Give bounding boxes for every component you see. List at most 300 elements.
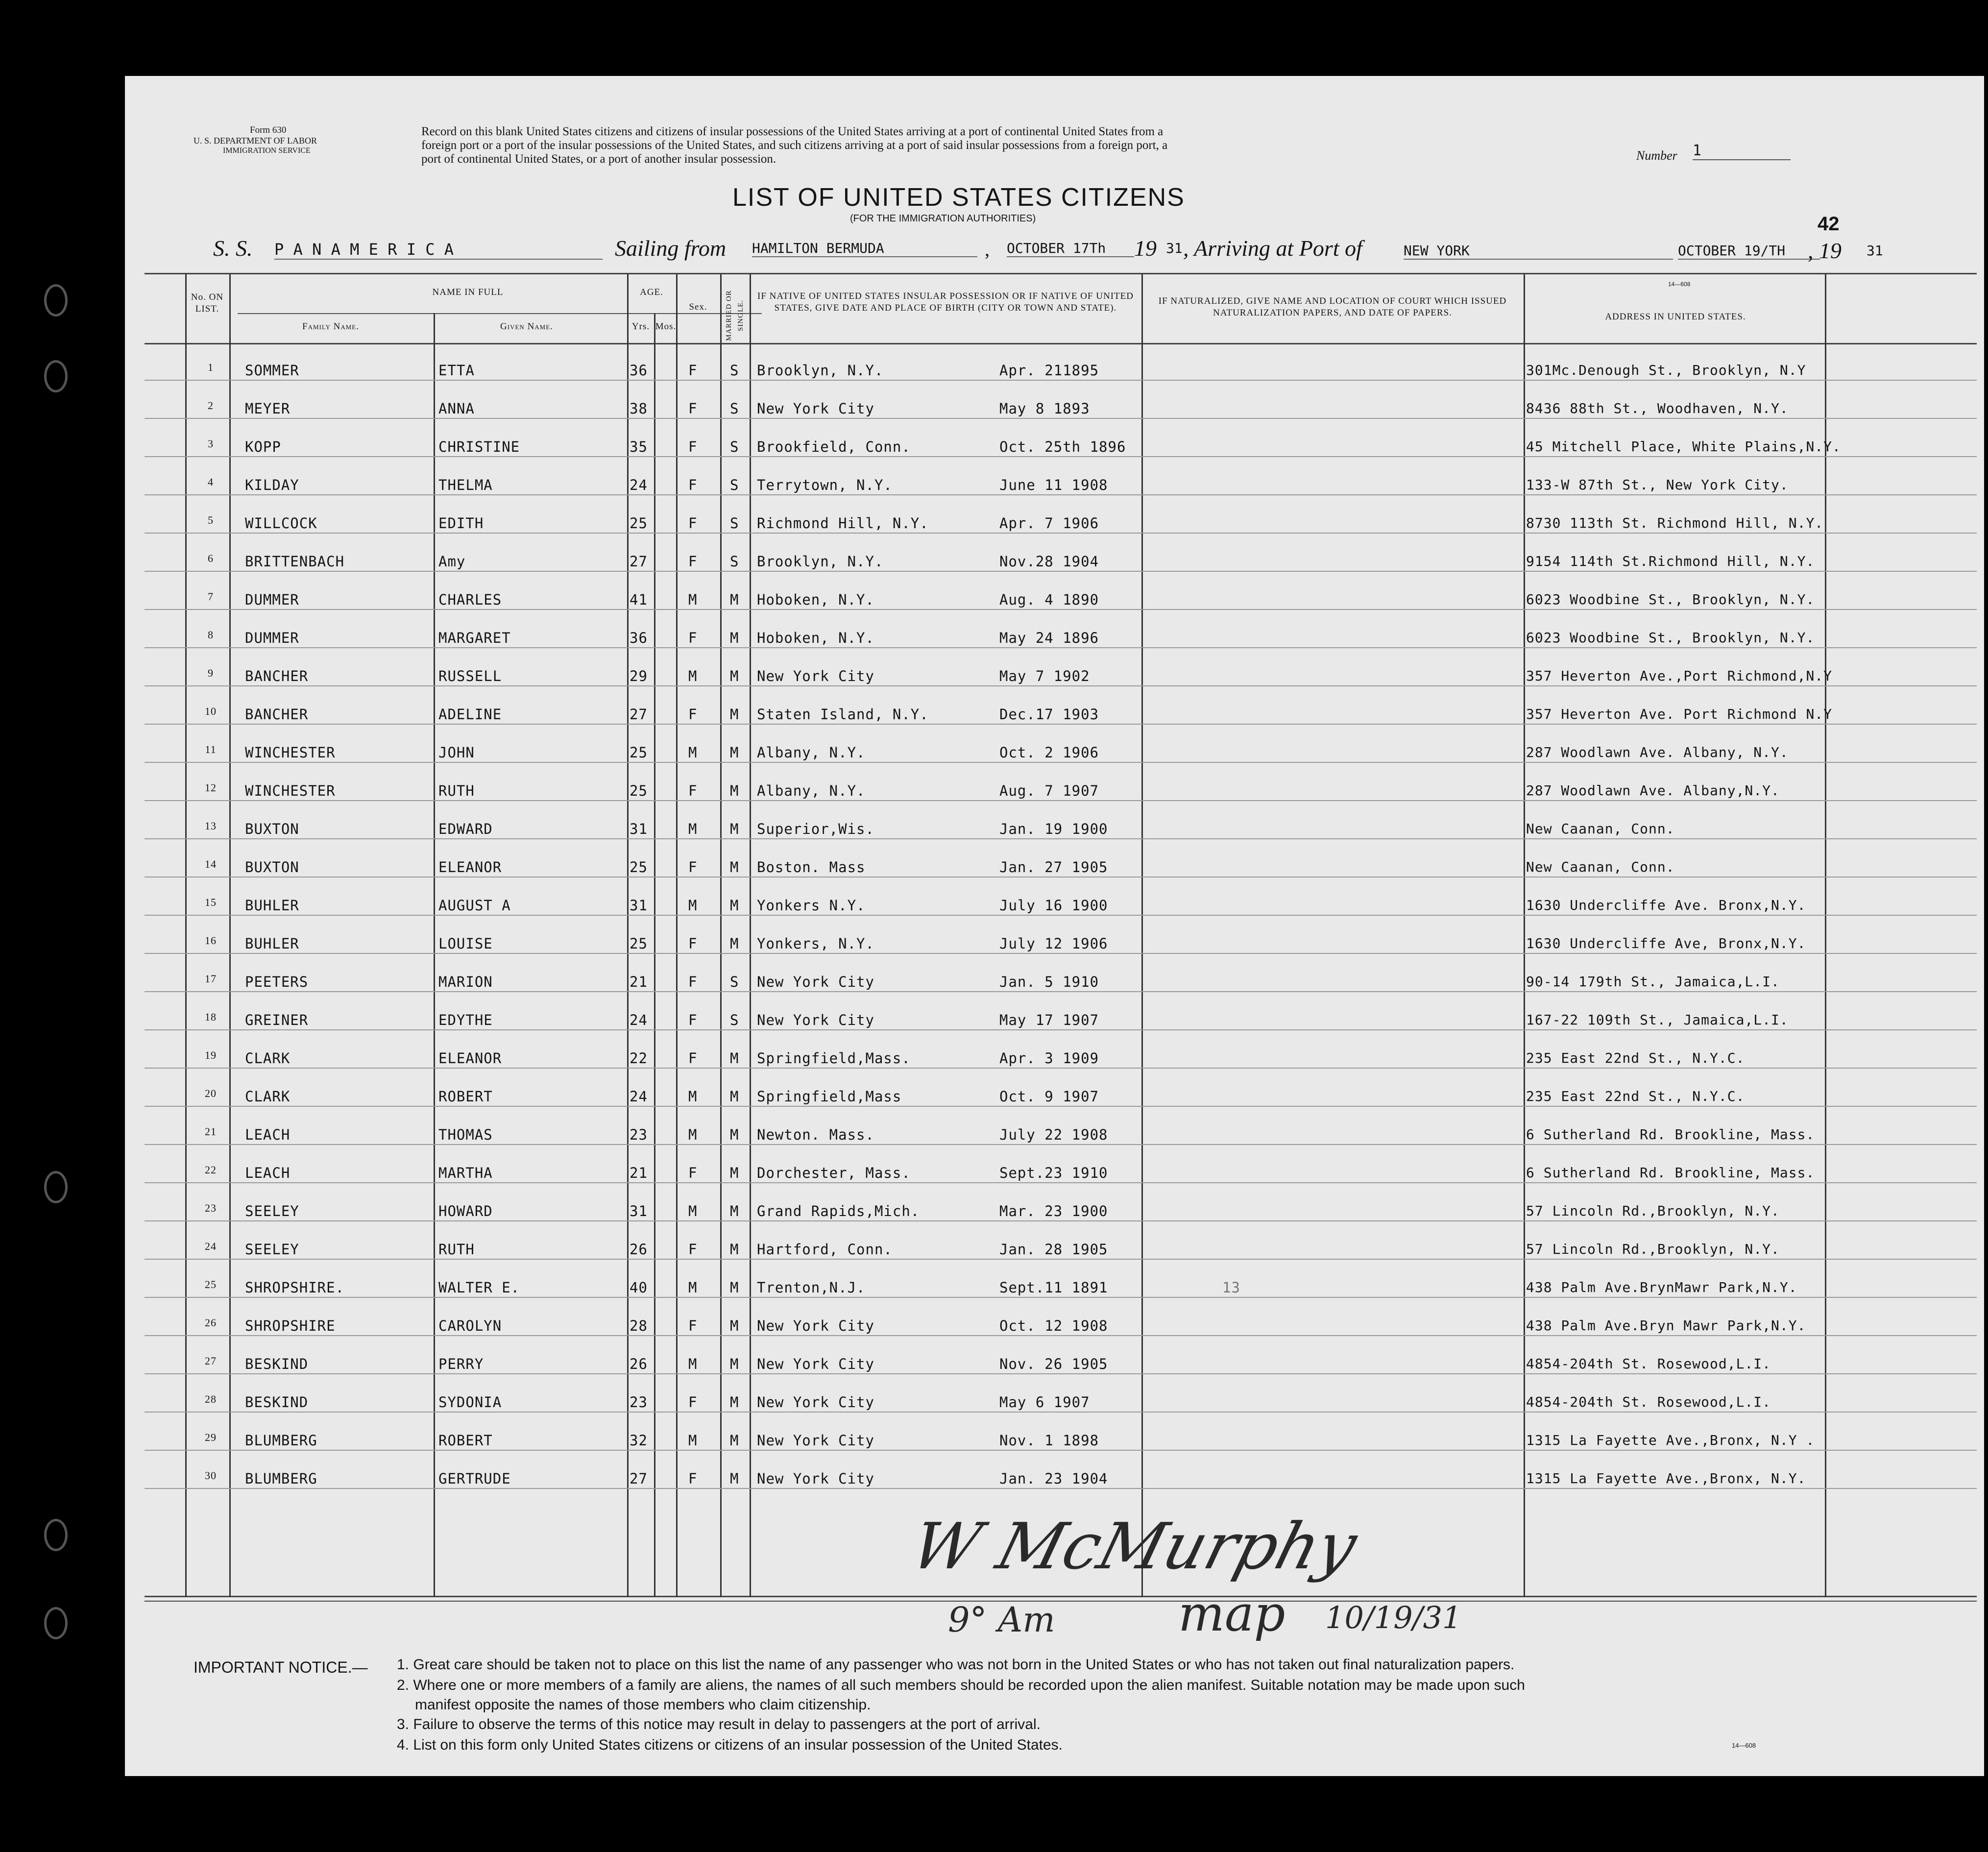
- form-number: Form 630: [250, 125, 287, 135]
- sex: F: [688, 400, 698, 417]
- birth-place: New York City: [757, 1470, 874, 1487]
- birth-date: Jan. 28 1905: [999, 1241, 1108, 1258]
- arriving-year: 31: [1867, 243, 1883, 259]
- age-years: 32: [630, 1432, 648, 1449]
- given-name: EDWARD: [438, 821, 493, 837]
- row-rule: [145, 456, 1977, 457]
- row-number: 30: [205, 1469, 217, 1482]
- us-address: 8730 113th St. Richmond Hill, N.Y.: [1526, 515, 1824, 531]
- given-name: WALTER E.: [438, 1279, 520, 1296]
- family-name: KILDAY: [245, 477, 299, 493]
- us-address: 57 Lincoln Rd.,Brooklyn, N.Y.: [1526, 1203, 1780, 1219]
- family-name: LEACH: [245, 1126, 291, 1143]
- instructions-line-1: Record on this blank United States citizens and citizens of insular possessions of the United States arriving at a port of continental United States from a: [421, 125, 1164, 138]
- birth-date: Sept.23 1910: [999, 1165, 1108, 1181]
- age-years: 36: [630, 630, 648, 646]
- birth-date: Jan. 27 1905: [999, 859, 1108, 876]
- family-name: WINCHESTER: [245, 744, 336, 761]
- signature-initials: map: [1178, 1585, 1285, 1642]
- us-address: 4854-204th St. Rosewood,L.I.: [1526, 1394, 1771, 1410]
- birth-place: Springfield,Mass.: [757, 1050, 911, 1067]
- birth-place: New York City: [757, 974, 874, 990]
- row-rule: [145, 838, 1977, 839]
- given-name: ADELINE: [438, 706, 502, 723]
- given-name: ANNA: [438, 400, 475, 417]
- header-age: AGE.: [640, 287, 663, 297]
- official-signature: W McMurphy: [903, 1509, 1365, 1584]
- row-rule: [145, 380, 1977, 381]
- birth-place: Albany, N.Y.: [757, 744, 866, 761]
- marital-status: M: [730, 782, 739, 799]
- age-years: 27: [630, 706, 648, 723]
- us-address: 6 Sutherland Rd. Brookline, Mass.: [1526, 1165, 1815, 1181]
- birth-date: May 8 1893: [999, 400, 1090, 417]
- age-years: 25: [630, 744, 648, 761]
- row-number: 25: [205, 1278, 217, 1291]
- age-years: 23: [630, 1126, 648, 1143]
- birth-date: May 7 1902: [999, 668, 1090, 684]
- binder-hole: [44, 1519, 68, 1551]
- birth-date: Jan. 5 1910: [999, 974, 1099, 990]
- birth-place: New York City: [757, 1432, 874, 1449]
- row-number: 11: [205, 743, 217, 755]
- birth-place: New York City: [757, 1394, 874, 1411]
- row-number: 26: [205, 1316, 217, 1329]
- given-name: JOHN: [438, 744, 475, 761]
- given-name: PERRY: [438, 1356, 484, 1372]
- row-number: 27: [205, 1355, 217, 1367]
- us-address: 8436 88th St., Woodhaven, N.Y.: [1526, 400, 1789, 416]
- row-number: 8: [208, 629, 214, 641]
- row-rule: [145, 1182, 1977, 1183]
- age-years: 35: [630, 439, 648, 455]
- sex: F: [688, 630, 698, 646]
- page-subtitle: (FOR THE IMMIGRATION AUTHORITIES): [850, 213, 1036, 224]
- sex: M: [688, 591, 698, 608]
- given-name: RUSSELL: [438, 668, 502, 684]
- marital-status: S: [730, 362, 739, 379]
- sailing-from: HAMILTON BERMUDA: [752, 240, 977, 257]
- family-name: SEELEY: [245, 1203, 299, 1219]
- notice-item-4: 4. List on this form only United States citizens or citizens of an insular possession of the United States.: [397, 1737, 1063, 1753]
- given-name: THELMA: [438, 477, 493, 493]
- us-address: 4854-204th St. Rosewood,L.I.: [1526, 1356, 1771, 1372]
- birth-place: New York City: [757, 668, 874, 684]
- header-married-or-single: MARRIED OR SINGLE.: [725, 290, 745, 341]
- signature-time: 9° Am: [948, 1600, 1055, 1640]
- marital-status: M: [730, 1432, 739, 1449]
- birth-place: New York City: [757, 400, 874, 417]
- age-years: 24: [630, 1088, 648, 1105]
- header-bottom-rule: [145, 343, 1977, 344]
- marital-status: M: [730, 1165, 739, 1181]
- given-name: LOUISE: [438, 935, 493, 952]
- family-name: LEACH: [245, 1165, 291, 1181]
- us-address: 438 Palm Ave.Bryn Mawr Park,N.Y.: [1526, 1317, 1806, 1334]
- birth-place: Dorchester, Mass.: [757, 1165, 911, 1181]
- age-years: 25: [630, 859, 648, 876]
- sex: M: [688, 821, 698, 837]
- birth-date: Jan. 23 1904: [999, 1470, 1108, 1487]
- age-years: 26: [630, 1241, 648, 1258]
- birth-place: Grand Rapids,Mich.: [757, 1203, 920, 1219]
- row-rule: [145, 991, 1977, 992]
- row-rule: [145, 1144, 1977, 1145]
- given-name: AUGUST A: [438, 897, 511, 914]
- arriving-label: , Arriving at Port of: [1183, 236, 1362, 261]
- us-address: 357 Heverton Ave.,Port Richmond,N.Y: [1526, 668, 1833, 684]
- age-years: 27: [630, 553, 648, 570]
- birth-date: Oct. 25th 1896: [999, 439, 1126, 455]
- age-years: 21: [630, 1165, 648, 1181]
- family-name: MEYER: [245, 400, 291, 417]
- marital-status: M: [730, 859, 739, 876]
- arriving-year-prefix: , 19: [1808, 238, 1842, 263]
- row-rule: [145, 647, 1977, 648]
- age-years: 24: [630, 477, 648, 493]
- sailing-date: OCTOBER 17Th: [1007, 240, 1134, 257]
- given-name: SYDONIA: [438, 1394, 502, 1411]
- marital-status: M: [730, 744, 739, 761]
- birth-place: Newton. Mass.: [757, 1126, 874, 1143]
- binder-hole: [44, 1171, 68, 1203]
- birth-date: July 22 1908: [999, 1126, 1108, 1143]
- arriving-port: NEW YORK: [1404, 243, 1673, 260]
- marital-status: M: [730, 1356, 739, 1372]
- row-rule: [145, 1412, 1977, 1413]
- family-name: BANCHER: [245, 706, 309, 723]
- given-name: EDITH: [438, 515, 484, 532]
- us-address: 57 Lincoln Rd.,Brooklyn, N.Y.: [1526, 1241, 1780, 1257]
- birth-place: New York City: [757, 1317, 874, 1334]
- notice-item-1: 1. Great care should be taken not to place on this list the name of any passenger who was not born in the United States or who has not taken out final naturalization papers.: [397, 1657, 1515, 1673]
- sex: M: [688, 1279, 698, 1296]
- comma: ,: [985, 238, 990, 260]
- row-number: 28: [205, 1393, 217, 1405]
- us-address: 45 Mitchell Place, White Plains,N.Y.: [1526, 439, 1841, 455]
- sex: F: [688, 1470, 698, 1487]
- name-subhead-rule: [238, 313, 762, 314]
- row-number: 1: [208, 361, 214, 373]
- row-number: 15: [205, 896, 217, 908]
- printer-note: 14—608: [1668, 281, 1691, 288]
- row-number: 12: [205, 781, 217, 794]
- header-yrs: Yrs.: [631, 321, 650, 332]
- table-top-rule: [145, 273, 1977, 274]
- sex: F: [688, 1241, 698, 1258]
- row-rule: [145, 1029, 1977, 1030]
- family-name: CLARK: [245, 1050, 291, 1067]
- given-name: HOWARD: [438, 1203, 493, 1219]
- family-name: GREINER: [245, 1012, 309, 1028]
- birth-date: Oct. 9 1907: [999, 1088, 1099, 1105]
- sex: F: [688, 1317, 698, 1334]
- row-rule: [145, 762, 1977, 763]
- row-number: 14: [205, 858, 217, 870]
- marital-status: S: [730, 439, 739, 455]
- marital-status: M: [730, 591, 739, 608]
- given-name: EDYTHE: [438, 1012, 493, 1028]
- age-years: 28: [630, 1317, 648, 1334]
- us-address: 287 Woodlawn Ave. Albany, N.Y.: [1526, 744, 1789, 760]
- marital-status: M: [730, 1241, 739, 1258]
- family-name: BUHLER: [245, 897, 299, 914]
- family-name: SHROPSHIRE.: [245, 1279, 345, 1296]
- marital-status: M: [730, 1279, 739, 1296]
- birth-date: May 24 1896: [999, 630, 1099, 646]
- marital-status: M: [730, 935, 739, 952]
- row-rule: [145, 609, 1977, 610]
- birth-place: Terrytown, N.Y.: [757, 477, 893, 493]
- given-name: GERTRUDE: [438, 1470, 511, 1487]
- service: IMMIGRATION SERVICE: [223, 146, 311, 155]
- ss-label: S. S.: [213, 236, 253, 261]
- header-mos: Mos.: [655, 321, 677, 332]
- us-address: 6 Sutherland Rd. Brookline, Mass.: [1526, 1126, 1815, 1143]
- age-years: 36: [630, 362, 648, 379]
- birth-date: Mar. 23 1900: [999, 1203, 1108, 1219]
- marital-status: S: [730, 400, 739, 417]
- sex: F: [688, 477, 698, 493]
- col-rule: [1825, 274, 1826, 1597]
- family-name: SOMMER: [245, 362, 299, 379]
- marital-status: M: [730, 1317, 739, 1334]
- col-rule: [720, 274, 722, 1597]
- age-years: 25: [630, 935, 648, 952]
- sex: F: [688, 1012, 698, 1028]
- sex: M: [688, 1203, 698, 1219]
- sex: M: [688, 1088, 698, 1105]
- sailing-label: Sailing from: [615, 236, 727, 261]
- row-number: 17: [205, 973, 217, 985]
- sex: F: [688, 1394, 698, 1411]
- birth-date: Nov. 26 1905: [999, 1356, 1108, 1372]
- row-number: 9: [208, 667, 214, 679]
- family-name: SHROPSHIRE: [245, 1317, 336, 1334]
- instructions-line-2: foreign port or a port of the insular possessions of the United States, and such citizens arriving at a port of said insular possessions from a foreign port, a: [421, 139, 1168, 152]
- row-number: 7: [208, 590, 214, 603]
- birth-date: May 17 1907: [999, 1012, 1099, 1028]
- row-number: 13: [205, 820, 217, 832]
- sex: M: [688, 1356, 698, 1372]
- row-rule: [145, 1335, 1977, 1336]
- family-name: WILLCOCK: [245, 515, 317, 532]
- row-rule: [145, 724, 1977, 725]
- marital-status: M: [730, 706, 739, 723]
- birth-place: New York City: [757, 1356, 874, 1372]
- row-rule: [145, 418, 1977, 419]
- row-number: 5: [208, 514, 214, 526]
- age-years: 31: [630, 897, 648, 914]
- row-rule: [145, 953, 1977, 954]
- row-rule: [145, 915, 1977, 916]
- row-rule: [145, 800, 1977, 801]
- birth-date: June 11 1908: [999, 477, 1108, 493]
- age-years: 22: [630, 1050, 648, 1067]
- birth-place: Trenton,N.J.: [757, 1279, 866, 1296]
- us-address: 6023 Woodbine St., Brooklyn, N.Y.: [1526, 630, 1815, 646]
- col-rule: [434, 313, 435, 1597]
- row-number: 24: [205, 1240, 217, 1252]
- us-address: 1315 La Fayette Ave.,Bronx, N.Y.: [1526, 1470, 1806, 1486]
- age-years: 40: [630, 1279, 648, 1296]
- birth-place: Hoboken, N.Y.: [757, 591, 874, 608]
- birth-place: Hartford, Conn.: [757, 1241, 893, 1258]
- sex: F: [688, 439, 698, 455]
- sex: F: [688, 362, 698, 379]
- family-name: BRITTENBACH: [245, 553, 345, 570]
- row-number: 16: [205, 934, 217, 947]
- row-number: 23: [205, 1202, 217, 1214]
- us-address: 90-14 179th St., Jamaica,L.I.: [1526, 974, 1780, 990]
- row-rule: [145, 1488, 1977, 1489]
- row-rule: [145, 1068, 1977, 1069]
- row-number: 19: [205, 1049, 217, 1061]
- naturalization-info: 13: [1222, 1279, 1240, 1296]
- given-name: CHARLES: [438, 591, 502, 608]
- row-rule: [145, 533, 1977, 534]
- sex: F: [688, 974, 698, 990]
- page-title: LIST OF UNITED STATES CITIZENS: [732, 183, 1185, 212]
- family-name: BUXTON: [245, 821, 299, 837]
- given-name: ETTA: [438, 362, 475, 379]
- col-rule: [676, 274, 678, 1597]
- row-rule: [145, 685, 1977, 686]
- given-name: ELEANOR: [438, 1050, 502, 1067]
- header-given-name: Given Name.: [500, 321, 553, 332]
- age-years: 29: [630, 668, 648, 684]
- sex: F: [688, 859, 698, 876]
- number-value: 1: [1693, 142, 1791, 160]
- us-address: New Caanan, Conn.: [1526, 821, 1675, 837]
- col-rule: [654, 313, 655, 1597]
- sex: F: [688, 515, 698, 532]
- us-address: 301Mc.Denough St., Brooklyn, N.Y: [1526, 362, 1806, 378]
- signature-date: 10/19/31: [1325, 1600, 1462, 1635]
- us-address: New Caanan, Conn.: [1526, 859, 1675, 875]
- sex: F: [688, 1165, 698, 1181]
- given-name: CAROLYN: [438, 1317, 502, 1334]
- col-rule: [229, 274, 231, 1597]
- sex: M: [688, 744, 698, 761]
- us-address: 235 East 22nd St., N.Y.C.: [1526, 1088, 1745, 1104]
- marital-status: M: [730, 897, 739, 914]
- birth-date: Sept.11 1891: [999, 1279, 1108, 1296]
- notice-heading: IMPORTANT NOTICE.—: [194, 1658, 368, 1676]
- birth-date: Oct. 2 1906: [999, 744, 1099, 761]
- us-address: 357 Heverton Ave. Port Richmond N.Y: [1526, 706, 1833, 722]
- header-naturalized: IF NATURALIZED, GIVE NAME AND LOCATION OF COURT WHICH ISSUED NATURALIZATION PAPERS, AND DATE OF PAPERS.: [1158, 296, 1507, 318]
- us-address: 287 Woodlawn Ave. Albany,N.Y.: [1526, 782, 1780, 799]
- birth-date: July 12 1906: [999, 935, 1108, 952]
- marital-status: S: [730, 515, 739, 532]
- marital-status: S: [730, 1012, 739, 1028]
- row-rule: [145, 571, 1977, 572]
- marital-status: M: [730, 668, 739, 684]
- marital-status: S: [730, 477, 739, 493]
- birth-place: Hoboken, N.Y.: [757, 630, 874, 646]
- row-rule: [145, 1220, 1977, 1221]
- birth-date: Aug. 4 1890: [999, 591, 1099, 608]
- number-label: Number: [1636, 148, 1677, 163]
- age-years: 21: [630, 974, 648, 990]
- family-name: BESKIND: [245, 1394, 309, 1411]
- family-name: BLUMBERG: [245, 1432, 317, 1449]
- birth-date: July 16 1900: [999, 897, 1108, 914]
- notice-item-2-cont: manifest opposite the names of those members who claim citizenship.: [415, 1697, 871, 1713]
- birth-date: Apr. 211895: [999, 362, 1099, 379]
- birth-date: Jan. 19 1900: [999, 821, 1108, 837]
- age-years: 23: [630, 1394, 648, 1411]
- age-years: 26: [630, 1356, 648, 1372]
- col-rule: [627, 274, 629, 1597]
- footer-code: 14—608: [1732, 1742, 1756, 1749]
- sex: M: [688, 668, 698, 684]
- birth-date: Nov. 1 1898: [999, 1432, 1099, 1449]
- header-birth: IF NATIVE OF UNITED STATES INSULAR POSSESSION OR IF NATIVE OF UNITED STATES, GIVE DATE AND PLACE OF BIRTH (CITY OR TOWN AND STATE).: [757, 291, 1134, 313]
- birth-date: Aug. 7 1907: [999, 782, 1099, 799]
- family-name: WINCHESTER: [245, 782, 336, 799]
- family-name: BLUMBERG: [245, 1470, 317, 1487]
- given-name: MARGARET: [438, 630, 511, 646]
- age-years: 31: [630, 1203, 648, 1219]
- row-number: 18: [205, 1011, 217, 1023]
- sex: M: [688, 897, 698, 914]
- notice-item-2: 2. Where one or more members of a family are aliens, the names of all such members should be recorded upon the alien manifest. Suitable notation may be made upon such: [397, 1677, 1525, 1693]
- birth-place: Boston. Mass: [757, 859, 866, 876]
- age-years: 24: [630, 1012, 648, 1028]
- given-name: Amy: [438, 553, 466, 570]
- birth-date: Nov.28 1904: [999, 553, 1099, 570]
- birth-place: New York City: [757, 1012, 874, 1028]
- given-name: RUTH: [438, 1241, 475, 1258]
- family-name: BUHLER: [245, 935, 299, 952]
- col-rule: [1141, 274, 1143, 1597]
- sex: F: [688, 553, 698, 570]
- birth-place: Brookfield, Conn.: [757, 439, 911, 455]
- binder-hole: [44, 360, 68, 392]
- sex: F: [688, 782, 698, 799]
- birth-date: May 6 1907: [999, 1394, 1090, 1411]
- department: U. S. DEPARTMENT OF LABOR: [194, 136, 317, 146]
- table-bottom-rule: [145, 1596, 1977, 1597]
- header-name-in-full: NAME IN FULL: [432, 287, 504, 297]
- birth-place: Richmond Hill, N.Y.: [757, 515, 929, 532]
- birth-place: Yonkers N.Y.: [757, 897, 866, 914]
- us-address: 167-22 109th St., Jamaica,L.I.: [1526, 1012, 1789, 1028]
- birth-place: Yonkers, N.Y.: [757, 935, 874, 952]
- marital-status: M: [730, 821, 739, 837]
- age-years: 25: [630, 782, 648, 799]
- row-number: 21: [205, 1125, 217, 1138]
- sex: F: [688, 935, 698, 952]
- sailing-year: 31: [1166, 240, 1183, 256]
- row-number: 2: [208, 399, 214, 412]
- sex: M: [688, 1432, 698, 1449]
- family-name: BESKIND: [245, 1356, 309, 1372]
- marital-status: M: [730, 1203, 739, 1219]
- instructions-line-3: port of continental United States, or a port of another insular possession.: [421, 152, 776, 166]
- header-address: ADDRESS IN UNITED STATES.: [1605, 312, 1746, 322]
- marital-status: M: [730, 1088, 739, 1105]
- col-rule: [750, 274, 751, 1597]
- family-name: KOPP: [245, 439, 281, 455]
- given-name: RUTH: [438, 782, 475, 799]
- given-name: MARION: [438, 974, 493, 990]
- row-rule: [145, 1259, 1977, 1260]
- family-name: CLARK: [245, 1088, 291, 1105]
- birth-date: Oct. 12 1908: [999, 1317, 1108, 1334]
